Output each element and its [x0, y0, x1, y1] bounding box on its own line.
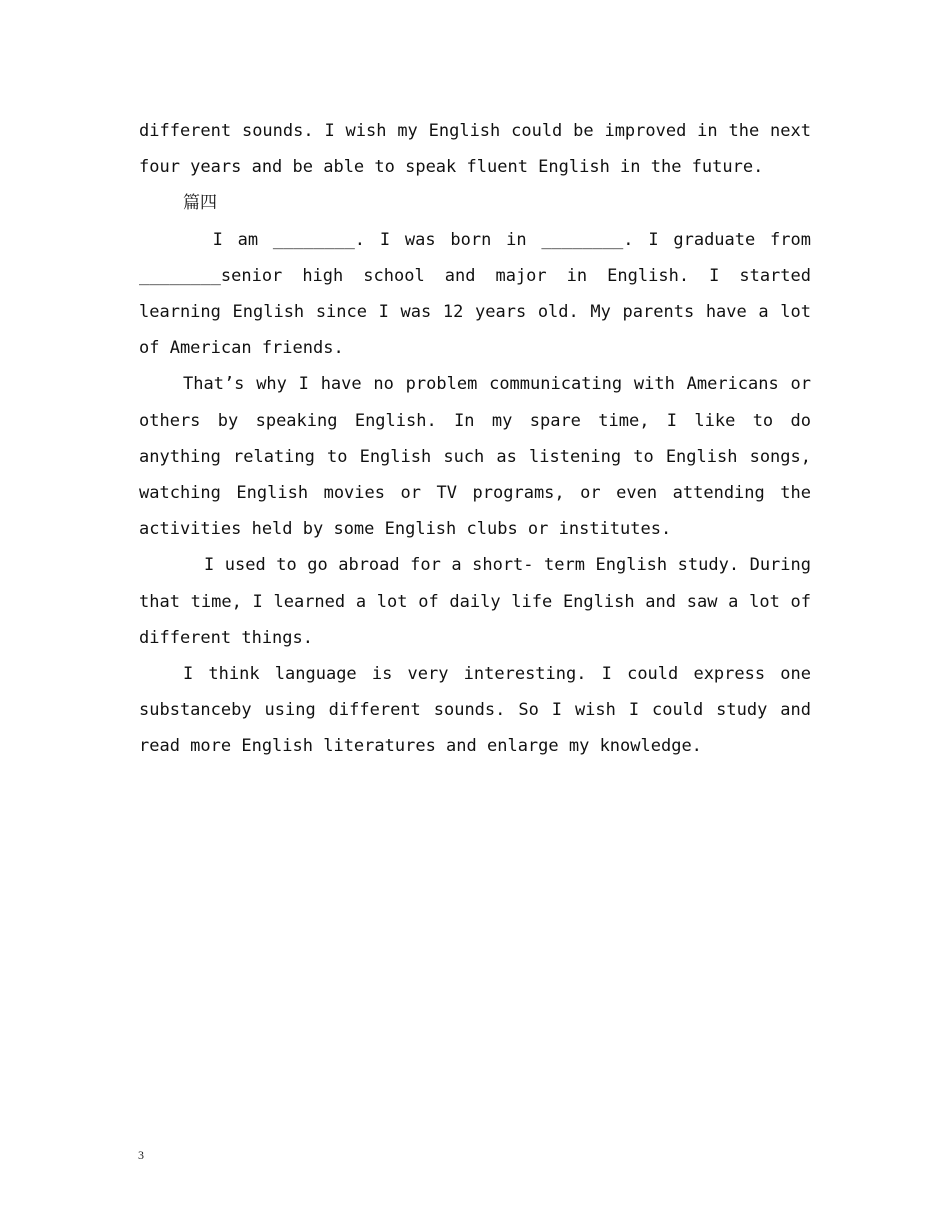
section-heading: 篇四	[183, 193, 217, 214]
document-body	[139, 113, 822, 765]
paragraph-continuation: different sounds. I wish my English could be improved in the next four years and be able to speak fluent English in the future.	[139, 121, 811, 178]
paragraph-language: I think language is very interesting. I could express one substanceby using different sounds. So I wish I could study and read more English literatures and enlarge my knowledge.	[139, 664, 811, 757]
paragraph-hobbies: That’s why I have no problem communicating with Americans or others by speaking English. In my spare time, I like to do anything relating to English such as listening to English songs, watching English movies or TV programs, or even attending the activities held by some English clubs or institutes.	[139, 374, 811, 540]
page-number: 3	[138, 1148, 144, 1162]
paragraph-intro: I am ________. I was born in ________. I graduate from ________senior high school and major in English. I started learning English since I was 12 years old. My parents have a lot of American friends.	[139, 229, 822, 359]
paragraph-abroad: I used to go abroad for a short- term English study. During that time, I learned a lot of daily life English and saw a lot of different things.	[139, 555, 822, 648]
